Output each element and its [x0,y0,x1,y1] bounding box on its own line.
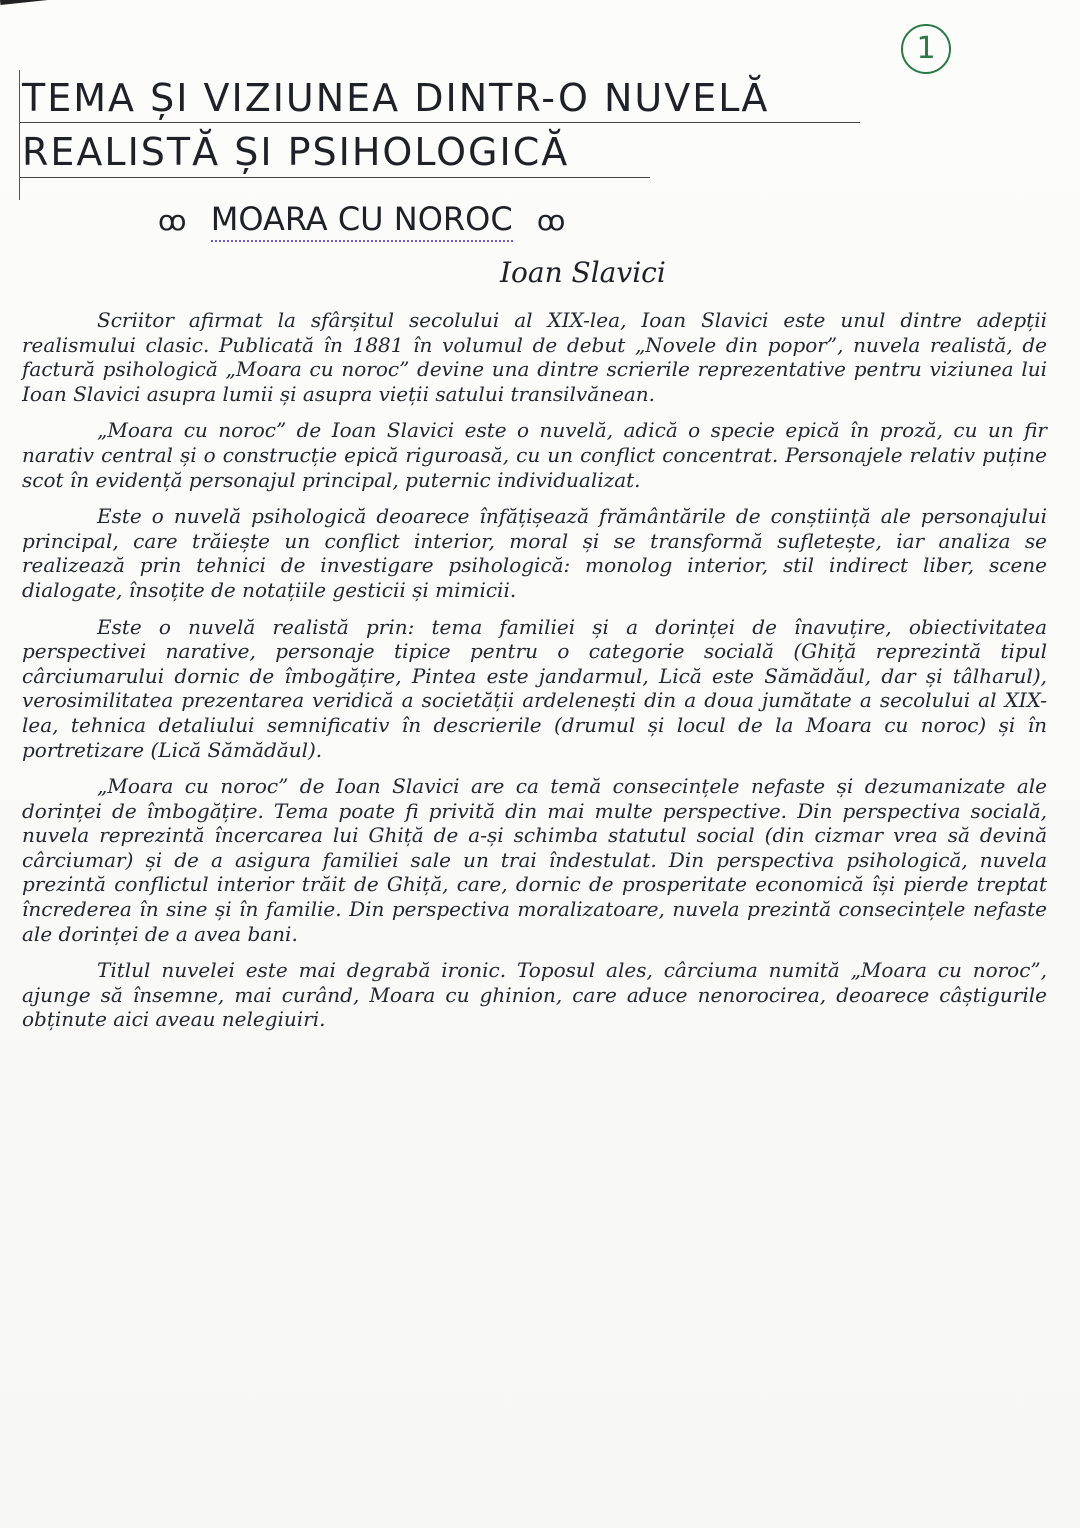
paragraph-5: „Moara cu noroc” de Ioan Slavici are ca temă consecințele nefaste și dezumanizate ale dorinței de îmbogățire. Tema poate fi privită din mai multe perspective. Din perspectiva socială, nuvela reprezintă încercarea lui Ghiță de a-și schimba statutul social (din cizmar vrea să devină cârciumar) și de a asigura familiei sale un trai îndestulat. Din perspectiva psihologică, nuvela prezintă conflictul interior trăit de Ghiță, care, dornic de prosperitate economică își pierde treptat încrederea în sine și în familie. Din perspectiva moralizatoare, nuvela prezintă consecințele nefaste ale dorinței de a avea bani. [22,774,1047,946]
heading-line-1: TEMA ȘI VIZIUNEA DINTR-O NUVELĂ [22,76,770,120]
page-number-badge: 1 [901,24,951,74]
ornament-right-icon: ꝏ [536,204,566,237]
paragraph-4: Este o nuvelă realistă prin: tema familiei și a dorinței de înavuțire, obiectivitatea perspectivei narative, personaje tipice pentru o categorie socială (Ghiță reprezintă tipul cârciumarului dornic de îmbogățire, Pintea este jandarmul, Lică este Sămădăul, dar și tâlharul), verosimilitatea prezentarea veridică a societății ardelenești din a doua jumătate a secolului al XIX-lea, tehnica detaliului semnificativ în descrierile (drumul și locul de la Moara cu noroc) și în portretizare (Lică Sămădăul). [22,614,1047,762]
work-title-text: MOARA CU NOROC [211,200,513,242]
paragraph-6: Titlul nuvelei este mai degrabă ironic. Toposul ales, cârciuma numită „Moara cu noroc”, ajunge să însemne, mai curând, Moara cu ghinion, care aduce nenorocirea, deoarece câștigurile obținute aici aveau nelegiuiri. [22,958,1047,1032]
ornament-left-icon: ꝏ [158,204,187,237]
corner-ink-mark [0,0,61,15]
essay-body [22,308,1047,1032]
paragraph-2: „Moara cu noroc” de Ioan Slavici este o nuvelă, adică o specie epică în proză, cu un fir narativ central și o construcție epică riguroasă, cu un conflict concentrat. Personajele relativ puține scot în evidență personajul principal, puternic individualizat. [22,418,1047,492]
work-title [158,200,565,238]
author-name: Ioan Slavici [500,256,666,289]
heading-line-2: REALISTĂ ȘI PSIHOLOGICĂ [22,130,570,174]
heading-underline-2 [20,177,650,178]
margin-line [19,70,20,200]
paragraph-1: Scriitor afirmat la sfârșitul secolului al XIX-lea, Ioan Slavici este unul dintre adepții realismului clasic. Publicată în 1881 în volumul de debut „Novele din popor”, nuvela realistă, de factură psihologică „Moara cu noroc” devine una dintre scrierile reprezentative pentru viziunea lui Ioan Slavici asupra lumii și asupra vieții satului transilvănean. [22,308,1047,406]
heading-underline-1 [20,122,860,123]
paragraph-3: Este o nuvelă psihologică deoarece înfățișează frământările de conștiință ale personajului principal, care trăiește un conflict interior, moral și se transformă sufletește, iar analiza se realizează prin tehnici de investigare psihologică: monolog interior, stil indirect liber, scene dialogate, însoțite de notațiile gesticii și mimicii. [22,504,1047,602]
